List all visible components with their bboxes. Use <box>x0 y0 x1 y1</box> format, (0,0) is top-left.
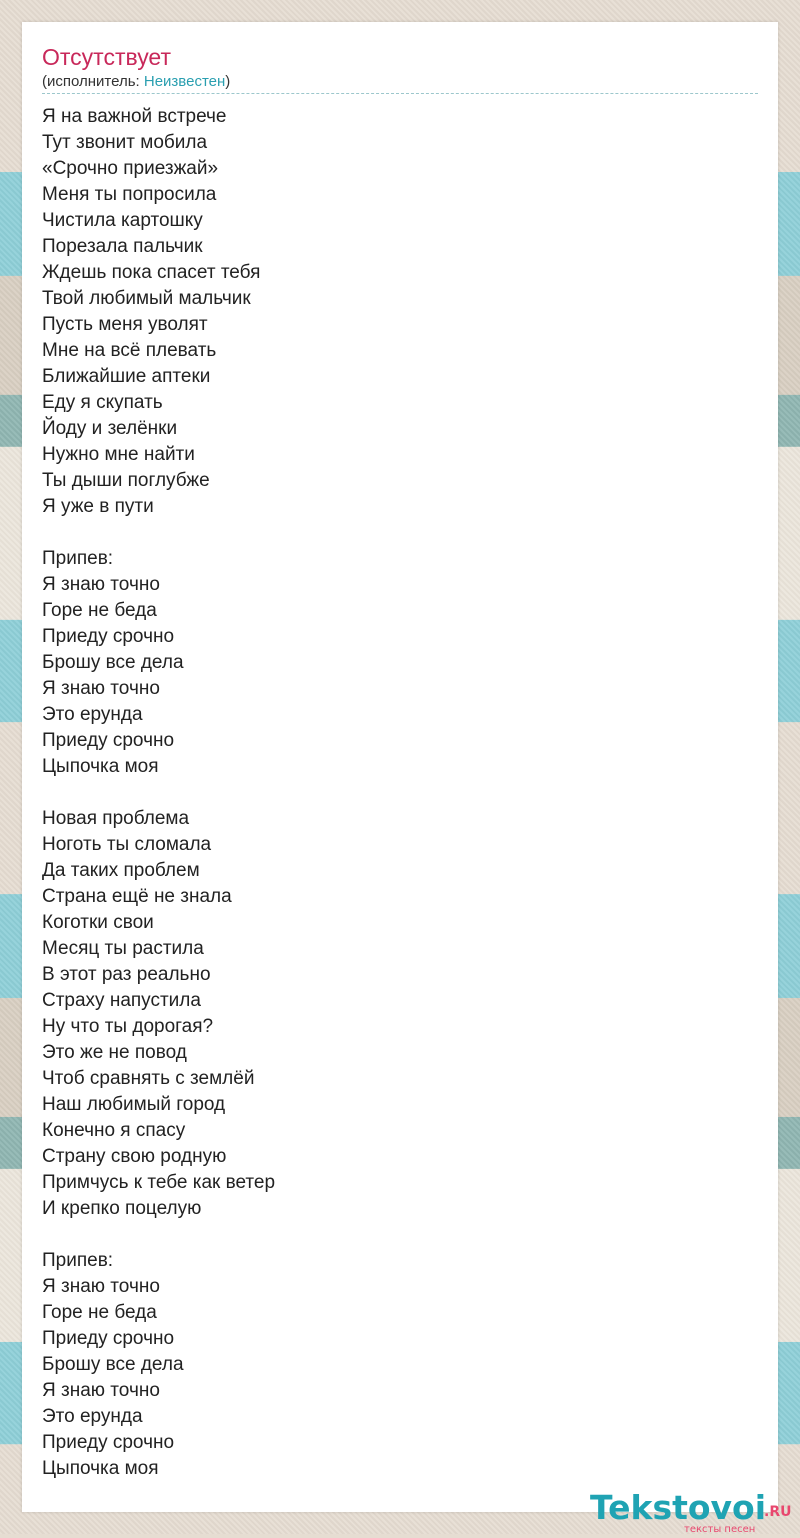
lyric-line: Я знаю точно <box>42 1276 160 1297</box>
logo-domain: .RU <box>764 1504 792 1520</box>
site-logo[interactable] <box>590 1488 800 1538</box>
logo-name: Tekstovoi <box>590 1488 767 1527</box>
lyric-line: Приеду срочно <box>42 1328 175 1349</box>
lyric-line: «Срочно приезжай» <box>42 158 219 179</box>
lyric-line: Ну что ты дорогая? <box>42 1016 214 1037</box>
lyric-line: Ты дыши поглубже <box>42 470 210 491</box>
lyric-line: Это же не повод <box>42 1042 187 1063</box>
lyric-line: Примчусь к тебе как ветер <box>42 1172 276 1193</box>
song-title: Отсутствует <box>42 44 171 70</box>
lyric-line <box>42 780 275 806</box>
artist-prefix: (исполнитель: <box>42 73 144 90</box>
lyric-line: Припев: <box>42 1250 114 1271</box>
lyric-line: Твой любимый мальчик <box>42 288 251 309</box>
lyric-line: Приеду срочно <box>42 626 175 647</box>
lyric-line: Это ерунда <box>42 704 143 725</box>
lyric-line: Я знаю точно <box>42 678 160 699</box>
lyric-line: Йоду и зелёнки <box>42 418 178 439</box>
lyric-line: Нужно мне найти <box>42 444 195 465</box>
lyric-line: Я знаю точно <box>42 1380 160 1401</box>
artist-link[interactable]: Неизвестен <box>143 73 226 90</box>
logo-tagline: тексты песен <box>684 1524 756 1535</box>
lyric-line: Горе не беда <box>42 1302 157 1323</box>
lyric-line: Приеду срочно <box>42 1432 175 1453</box>
lyric-line: Страна ещё не знала <box>42 886 232 907</box>
lyrics-text <box>42 104 275 1482</box>
lyric-line: Цыпочка моя <box>42 1458 159 1479</box>
lyric-line: Ноготь ты сломала <box>42 834 212 855</box>
lyric-line: Припев: <box>42 548 114 569</box>
lyrics-card <box>22 22 792 1535</box>
lyric-line: Ближайшие аптеки <box>42 366 211 387</box>
lyric-line: Месяц ты растила <box>42 938 204 959</box>
lyric-line: Конечно я спасу <box>42 1120 186 1141</box>
lyric-line <box>42 1222 275 1248</box>
lyric-line: Ждешь пока спасет тебя <box>42 262 261 283</box>
lyric-line: Брошу все дела <box>42 652 184 673</box>
artist-line <box>42 73 230 91</box>
lyric-line: Я знаю точно <box>42 574 160 595</box>
artist-suffix: ) <box>225 73 231 90</box>
lyric-line: Я уже в пути <box>42 496 154 517</box>
lyric-line: Меня ты попросила <box>42 184 217 205</box>
divider <box>42 93 758 94</box>
lyric-line: Мне на всё плевать <box>42 340 217 361</box>
lyric-line: Коготки свои <box>42 912 154 933</box>
lyric-line: Чтоб сравнять с землёй <box>42 1068 255 1089</box>
lyric-line: Страну свою родную <box>42 1146 227 1167</box>
lyric-line: Тут звонит мобила <box>42 132 208 153</box>
lyric-line: Да таких проблем <box>42 860 200 881</box>
lyric-line: Наш любимый город <box>42 1094 226 1115</box>
lyric-line: И крепко поцелую <box>42 1198 202 1219</box>
lyric-line: Порезала пальчик <box>42 236 203 257</box>
lyric-line: Новая проблема <box>42 808 190 829</box>
lyric-line: В этот раз реально <box>42 964 211 985</box>
lyric-line: Брошу все дела <box>42 1354 184 1375</box>
lyric-line: Цыпочка моя <box>42 756 159 777</box>
lyric-line: Еду я скупать <box>42 392 163 413</box>
lyric-line: Приеду срочно <box>42 730 175 751</box>
lyric-line: Чистила картошку <box>42 210 203 231</box>
lyric-line: Я на важной встрече <box>42 106 227 127</box>
lyric-line <box>42 520 275 546</box>
lyric-line: Пусть меня уволят <box>42 314 208 335</box>
lyric-line: Горе не беда <box>42 600 157 621</box>
lyric-line: Страху напустила <box>42 990 201 1011</box>
lyric-line: Это ерунда <box>42 1406 143 1427</box>
